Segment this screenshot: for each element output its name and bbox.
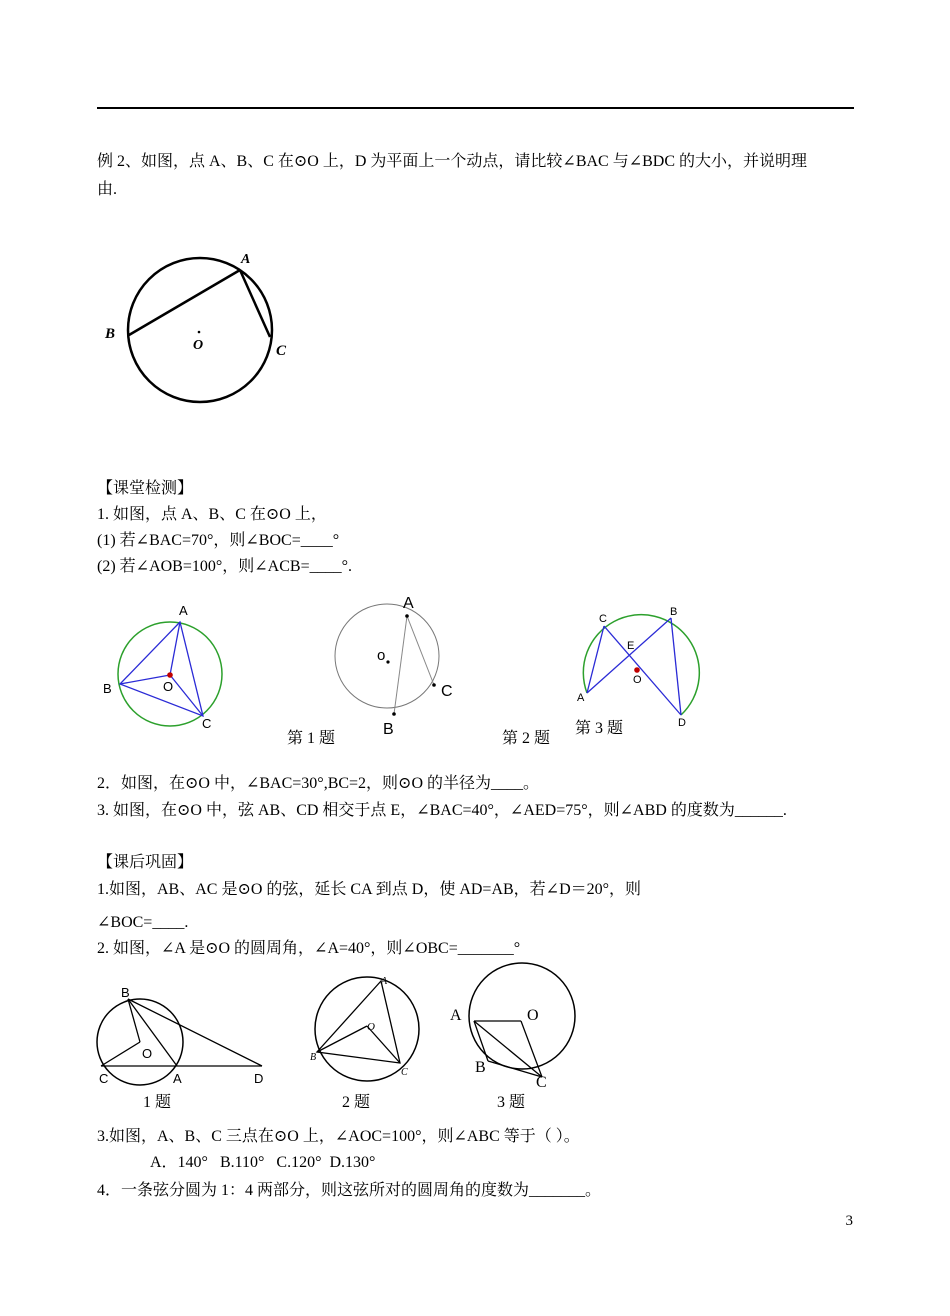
label-a: A — [179, 603, 188, 618]
caption-fig1: 第 1 题 — [287, 730, 336, 747]
example2-line1: 例 2、如图，点 A、B、C 在⊙O 上，D 为平面上一个动点，请比较∠BAC 与∠BDC 的大小，并说明理 — [97, 153, 808, 170]
chord-ac — [240, 270, 270, 337]
label-c: C — [441, 683, 453, 700]
label-c: C — [599, 613, 607, 625]
label-c: C — [99, 1071, 109, 1086]
label-o: O — [142, 1046, 153, 1061]
classroom-q3: 3. 如图，在⊙O 中，弦 AB、CD 相交于点 E，∠BAC=40°，∠AED=75°，则∠ABD 的度数为______. — [97, 802, 787, 819]
classroom-q1: 1. 如图，点 A、B、C 在⊙O 上， — [97, 506, 327, 523]
label-o: O — [527, 1007, 539, 1024]
caption-fig3: 第 3 题 — [575, 720, 624, 737]
label-o: O — [367, 1021, 375, 1033]
header-rule — [97, 107, 854, 109]
homework-q4: 4．一条弦分圆为 1：4 两部分，则这弦所对的圆周角的度数为_______。 — [97, 1182, 602, 1199]
label-c: C — [202, 716, 212, 731]
label-d: D — [254, 1071, 264, 1086]
label-b: B — [121, 985, 130, 1000]
label-c: C — [276, 343, 287, 359]
classroom-q1b: (2) 若∠AOB=100°，则∠ACB=____°. — [97, 558, 352, 575]
homework-heading: 【课后巩固】 — [97, 854, 194, 871]
label-b: B — [670, 606, 678, 618]
label-a: A — [173, 1071, 182, 1086]
classroom-figure-3 — [573, 600, 703, 730]
caption-hw-fig1: 1 题 — [143, 1094, 172, 1111]
label-a: A — [403, 595, 414, 612]
homework-q3: 3.如图，A、B、C 三点在⊙O 上，∠AOC=100°，则∠ABC 等于（ ）。 — [97, 1128, 580, 1145]
label-c: C — [536, 1074, 547, 1091]
label-a: A — [241, 252, 251, 267]
label-b: B — [383, 721, 394, 738]
caption-hw-fig2: 2 题 — [342, 1094, 371, 1111]
homework-figure-3 — [445, 962, 585, 1091]
label-b: B — [103, 681, 112, 696]
example-circle-figure — [100, 245, 300, 410]
classroom-q1a: (1) 若∠BAC=70°，则∠BOC=____° — [97, 532, 340, 549]
classroom-figure-2 — [330, 592, 460, 742]
chord-ba — [129, 270, 240, 335]
label-a: A — [381, 976, 388, 987]
homework-figure-2 — [305, 973, 430, 1083]
label-a: A — [450, 1007, 462, 1024]
homework-q3-options: A．140° B.110° C.120° D.130° — [150, 1154, 376, 1171]
label-o: O — [633, 674, 642, 686]
center-o-dot — [198, 331, 201, 334]
homework-figure-1 — [97, 982, 272, 1092]
caption-fig2: 第 2 题 — [502, 730, 551, 747]
label-d: D — [678, 717, 686, 729]
page-number: 3 — [845, 1213, 853, 1229]
label-b: B — [475, 1059, 486, 1076]
label-o: O — [193, 338, 204, 353]
label-b: B — [310, 1052, 317, 1063]
label-a: A — [577, 692, 585, 704]
homework-q1b: ∠BOC=____. — [97, 914, 189, 931]
label-o: O — [163, 679, 174, 694]
circle-o — [128, 258, 272, 402]
classroom-heading: 【课堂检测】 — [97, 480, 194, 497]
homework-q2: 2. 如图，∠A 是⊙O 的圆周角，∠A=40°，则∠OBC=_______° — [97, 940, 521, 957]
homework-q1a: 1.如图，AB、AC 是⊙O 的弦，延长 CA 到点 D，使 AD=AB，若∠D＝20°，则 — [97, 881, 642, 898]
label-c: C — [401, 1067, 408, 1078]
caption-hw-fig3: 3 题 — [497, 1094, 526, 1111]
label-e: E — [627, 640, 635, 652]
example2-line2: 由. — [97, 181, 118, 198]
classroom-q2: 2．如图，在⊙O 中，∠BAC=30°,BC=2，则⊙O 的半径为____。 — [97, 775, 540, 792]
classroom-figure-1 — [100, 598, 240, 738]
label-o: o — [377, 647, 386, 664]
label-b: B — [105, 326, 116, 342]
